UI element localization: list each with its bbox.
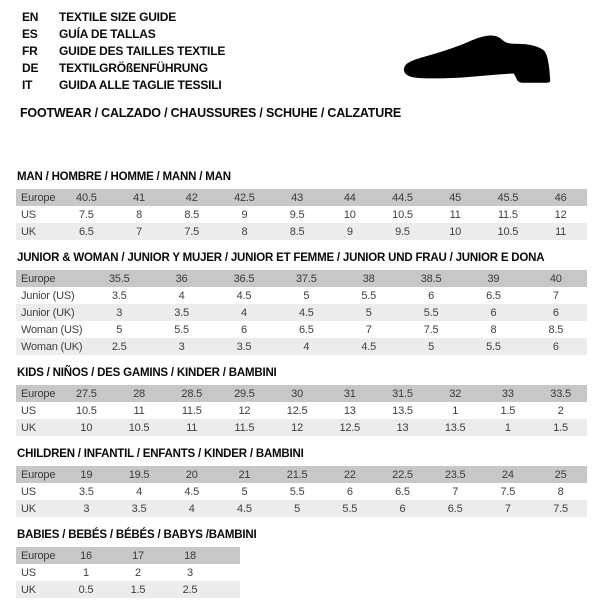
table-row <box>16 581 240 598</box>
size-cell: 2 <box>557 404 564 417</box>
size-cell: 8 <box>136 208 142 221</box>
size-cell: 9.5 <box>289 208 305 221</box>
size-cell: 13 <box>343 404 356 417</box>
size-cell: 21 <box>238 468 251 481</box>
size-cell: 6.5 <box>447 502 463 515</box>
language-row <box>22 59 225 76</box>
size-cell: 6 <box>399 502 406 515</box>
size-cell: 5.5 <box>486 340 501 353</box>
size-cell: 6 <box>552 340 559 353</box>
table-row <box>16 402 587 419</box>
spacer-cell <box>216 564 240 581</box>
row-label: Woman (US) <box>21 323 83 336</box>
language-label: GUIDE DES TAILLES TEXTILE <box>59 43 226 58</box>
size-cell: 41 <box>133 191 145 204</box>
size-cell: 12.5 <box>286 404 308 417</box>
size-cell: 6 <box>346 485 353 498</box>
size-cell: 8 <box>557 485 564 498</box>
table-row <box>16 223 587 240</box>
size-cell: 11.5 <box>497 208 518 221</box>
size-cell: 1 <box>83 566 89 579</box>
table-row <box>16 500 587 517</box>
size-cell: 28.5 <box>181 387 203 400</box>
row-label: Europe <box>21 387 56 400</box>
size-cell: 6 <box>428 289 435 302</box>
table-title: BABIES / BEBÉS / BÉBÉS / BABYS /BAMBINI <box>17 529 257 541</box>
row-label: Woman (UK) <box>21 340 83 353</box>
size-cell: 16 <box>80 549 92 562</box>
size-cell: 9 <box>241 208 248 221</box>
table-title: CHILDREN / INFANTIL / ENFANTS / KINDER / BAMBINI <box>17 448 304 460</box>
size-cell: 10.5 <box>76 404 97 417</box>
size-cell: 5 <box>428 340 435 353</box>
section-man <box>16 170 587 240</box>
size-table-junior-woman <box>16 270 587 355</box>
size-cell: 31.5 <box>392 387 413 400</box>
size-cell: 22 <box>343 468 356 481</box>
table-row <box>16 419 587 436</box>
size-cell: 42.5 <box>234 191 255 204</box>
size-cell: 27.5 <box>76 387 97 400</box>
size-cell: 12 <box>291 421 304 434</box>
size-cell: 4 <box>136 485 142 498</box>
size-cell: 33.5 <box>550 387 571 400</box>
size-cell: 7 <box>504 502 511 515</box>
size-cell: 43 <box>291 191 304 204</box>
size-cell: 3.5 <box>174 306 189 319</box>
size-cell: 10 <box>343 208 356 221</box>
table-row <box>16 206 587 223</box>
row-label: Junior (UK) <box>21 306 75 319</box>
size-cell: 21.5 <box>286 468 308 481</box>
size-cell: 7.5 <box>423 323 439 336</box>
size-table-kids <box>16 385 587 436</box>
row-label: Europe <box>21 272 56 285</box>
size-cell: 11 <box>555 225 567 238</box>
size-cell: 3.5 <box>111 289 127 302</box>
size-cell: 3.5 <box>78 485 94 498</box>
table-row <box>16 321 587 338</box>
size-cell: 9.5 <box>395 225 410 238</box>
size-cell: 7 <box>452 485 459 498</box>
size-cell: 10.5 <box>392 208 413 221</box>
size-cell: 13.5 <box>444 421 466 434</box>
size-cell: 7.5 <box>553 502 568 515</box>
size-cell: 28 <box>133 387 145 400</box>
size-cell: 18 <box>184 549 196 562</box>
language-row <box>22 8 225 25</box>
row-label: Europe <box>21 468 56 481</box>
row-label: UK <box>21 502 36 515</box>
size-cell: 23.5 <box>444 468 466 481</box>
size-cell: 45 <box>449 191 462 204</box>
language-code: DE <box>22 60 39 75</box>
size-cell: 17 <box>132 549 144 562</box>
size-cell: 5 <box>241 485 248 498</box>
size-cell: 10.5 <box>497 225 519 238</box>
size-cell: 5.5 <box>174 323 189 336</box>
size-cell: 4.5 <box>237 502 252 515</box>
size-cell: 13.5 <box>392 404 413 417</box>
size-cell: 44 <box>343 191 356 204</box>
size-cell: 38 <box>362 272 375 285</box>
size-cell: 36 <box>175 272 188 285</box>
size-cell: 3.5 <box>236 340 252 353</box>
section-children <box>16 447 587 517</box>
size-cell: 6.5 <box>395 485 410 498</box>
row-label: UK <box>21 583 36 596</box>
row-label: Junior (US) <box>21 289 75 302</box>
size-cell: 3 <box>187 566 193 579</box>
table-title: MAN / HOMBRE / HOMME / MANN / MAN <box>17 171 231 183</box>
size-cell: 4 <box>303 340 310 353</box>
dress-shoe-icon <box>398 26 572 92</box>
size-cell: 10 <box>449 225 462 238</box>
size-cell: 38.5 <box>420 272 442 285</box>
size-cell: 37.5 <box>296 272 317 285</box>
table-row <box>16 483 587 500</box>
table-row <box>16 270 587 287</box>
size-cell: 4 <box>188 502 195 515</box>
size-cell: 29.5 <box>234 387 255 400</box>
row-label: Europe <box>21 549 56 562</box>
size-cell: 11 <box>186 421 198 434</box>
language-code: FR <box>22 43 38 58</box>
size-cell: 3.5 <box>131 502 147 515</box>
size-table-man <box>16 189 587 240</box>
language-label: TEXTILGRÖßENFÜHRUNG <box>59 60 208 75</box>
table-row <box>16 564 240 581</box>
size-cell: 39 <box>487 272 500 285</box>
size-cell: 3 <box>178 340 185 353</box>
size-cell: 8.5 <box>289 225 305 238</box>
size-cell: 25 <box>554 468 567 481</box>
size-cell: 22.5 <box>392 468 413 481</box>
category-header: FOOTWEAR / CALZADO / CHAUSSURES / SCHUHE / CALZATURE <box>20 106 402 120</box>
size-cell: 12 <box>238 404 251 417</box>
size-cell: 12 <box>554 208 567 221</box>
size-cell: 19 <box>80 468 93 481</box>
size-cell: 3 <box>83 502 90 515</box>
spacer-cell <box>216 547 240 564</box>
size-cell: 9 <box>346 225 353 238</box>
size-cell: 4 <box>178 289 185 302</box>
size-cell: 12.5 <box>339 421 361 434</box>
size-cell: 7 <box>136 225 142 238</box>
table-row <box>16 547 240 564</box>
size-cell: 6 <box>490 306 497 319</box>
table-row <box>16 189 587 206</box>
section-kids <box>16 366 587 436</box>
size-cell: 24 <box>501 468 514 481</box>
size-cell: 2.5 <box>111 340 127 353</box>
size-cell: 7.5 <box>184 225 200 238</box>
size-cell: 6.5 <box>486 289 501 302</box>
size-cell: 5.5 <box>342 502 358 515</box>
language-label: TEXTILE SIZE GUIDE <box>59 9 177 24</box>
row-label: Europe <box>21 191 56 204</box>
size-cell: 5.5 <box>423 306 439 319</box>
section-junior-woman <box>16 251 587 355</box>
size-cell: 2.5 <box>182 583 198 596</box>
size-cell: 6.5 <box>78 225 94 238</box>
size-cell: 4.5 <box>361 340 377 353</box>
size-cell: 5 <box>116 323 123 336</box>
table-row <box>16 287 587 304</box>
size-cell: 4.5 <box>298 306 314 319</box>
size-cell: 13 <box>396 421 409 434</box>
language-code: ES <box>22 26 38 41</box>
size-cell: 1 <box>452 404 459 417</box>
size-cell: 7.5 <box>78 208 94 221</box>
size-cell: 8.5 <box>548 323 564 336</box>
size-cell: 7.5 <box>500 485 516 498</box>
size-cell: 36.5 <box>233 272 255 285</box>
size-cell: 31 <box>343 387 356 400</box>
size-cell: 20 <box>185 468 198 481</box>
size-table-babies <box>16 547 240 598</box>
size-cell: 4 <box>240 306 247 319</box>
size-table-children <box>16 466 587 517</box>
size-cell: 11 <box>449 208 461 221</box>
size-cell: 42 <box>185 191 198 204</box>
table-title: KIDS / NIÑOS / DES GAMINS / KINDER / BAMBINI <box>17 367 277 379</box>
language-code: EN <box>22 9 39 24</box>
size-cell: 5.5 <box>361 289 377 302</box>
language-row <box>22 25 225 42</box>
size-cell: 1.5 <box>130 583 146 596</box>
size-cell: 6 <box>552 306 559 319</box>
language-row <box>22 42 225 59</box>
size-cell: 5.5 <box>289 485 305 498</box>
table-row <box>16 304 587 321</box>
size-cell: 32 <box>449 387 462 400</box>
size-cell: 1 <box>504 421 511 434</box>
section-babies <box>16 528 256 598</box>
size-cell: 8 <box>241 225 248 238</box>
spacer-cell <box>216 581 240 598</box>
size-cell: 11.5 <box>181 404 202 417</box>
size-cell: 44.5 <box>392 191 413 204</box>
language-label: GUIDA ALLE TAGLIE TESSILI <box>59 77 222 92</box>
row-label: US <box>21 208 36 221</box>
size-cell: 7 <box>552 289 559 302</box>
row-label: UK <box>21 225 36 238</box>
size-cell: 3 <box>116 306 123 319</box>
size-cell: 11.5 <box>234 421 255 434</box>
table-row <box>16 385 587 402</box>
size-cell: 10 <box>80 421 93 434</box>
size-cell: 10.5 <box>128 421 150 434</box>
size-cell: 8.5 <box>184 208 200 221</box>
row-label: US <box>21 566 36 579</box>
size-cell: 1.5 <box>553 421 568 434</box>
language-list <box>22 8 225 93</box>
size-cell: 19.5 <box>128 468 150 481</box>
size-cell: 0.5 <box>78 583 94 596</box>
size-cell: 7 <box>365 323 372 336</box>
size-cell: 4.5 <box>236 289 252 302</box>
language-code: IT <box>22 77 33 92</box>
size-cell: 6 <box>240 323 247 336</box>
row-label: US <box>21 485 36 498</box>
size-cell: 5 <box>365 306 372 319</box>
size-cell: 35.5 <box>108 272 130 285</box>
size-cell: 45.5 <box>497 191 519 204</box>
size-cell: 2 <box>135 566 141 579</box>
table-row <box>16 466 587 483</box>
size-cell: 30 <box>291 387 304 400</box>
size-cell: 33 <box>501 387 514 400</box>
size-cell: 46 <box>554 191 567 204</box>
size-cell: 4.5 <box>184 485 200 498</box>
size-cell: 6.5 <box>298 323 314 336</box>
size-cell: 40.5 <box>76 191 97 204</box>
table-title: JUNIOR & WOMAN / JUNIOR Y MUJER / JUNIOR ET FEMME / JUNIOR UND FRAU / JUNIOR E DONA <box>17 252 545 264</box>
size-cell: 11 <box>133 404 145 417</box>
row-label: UK <box>21 421 36 434</box>
size-cell: 8 <box>490 323 497 336</box>
size-cell: 40 <box>549 272 562 285</box>
size-cell: 1.5 <box>500 404 516 417</box>
language-label: GUÍA DE TALLAS <box>59 26 156 41</box>
size-cell: 5 <box>294 502 301 515</box>
row-label: US <box>21 404 36 417</box>
size-cell: 5 <box>303 289 310 302</box>
language-row <box>22 76 225 93</box>
table-row <box>16 338 587 355</box>
